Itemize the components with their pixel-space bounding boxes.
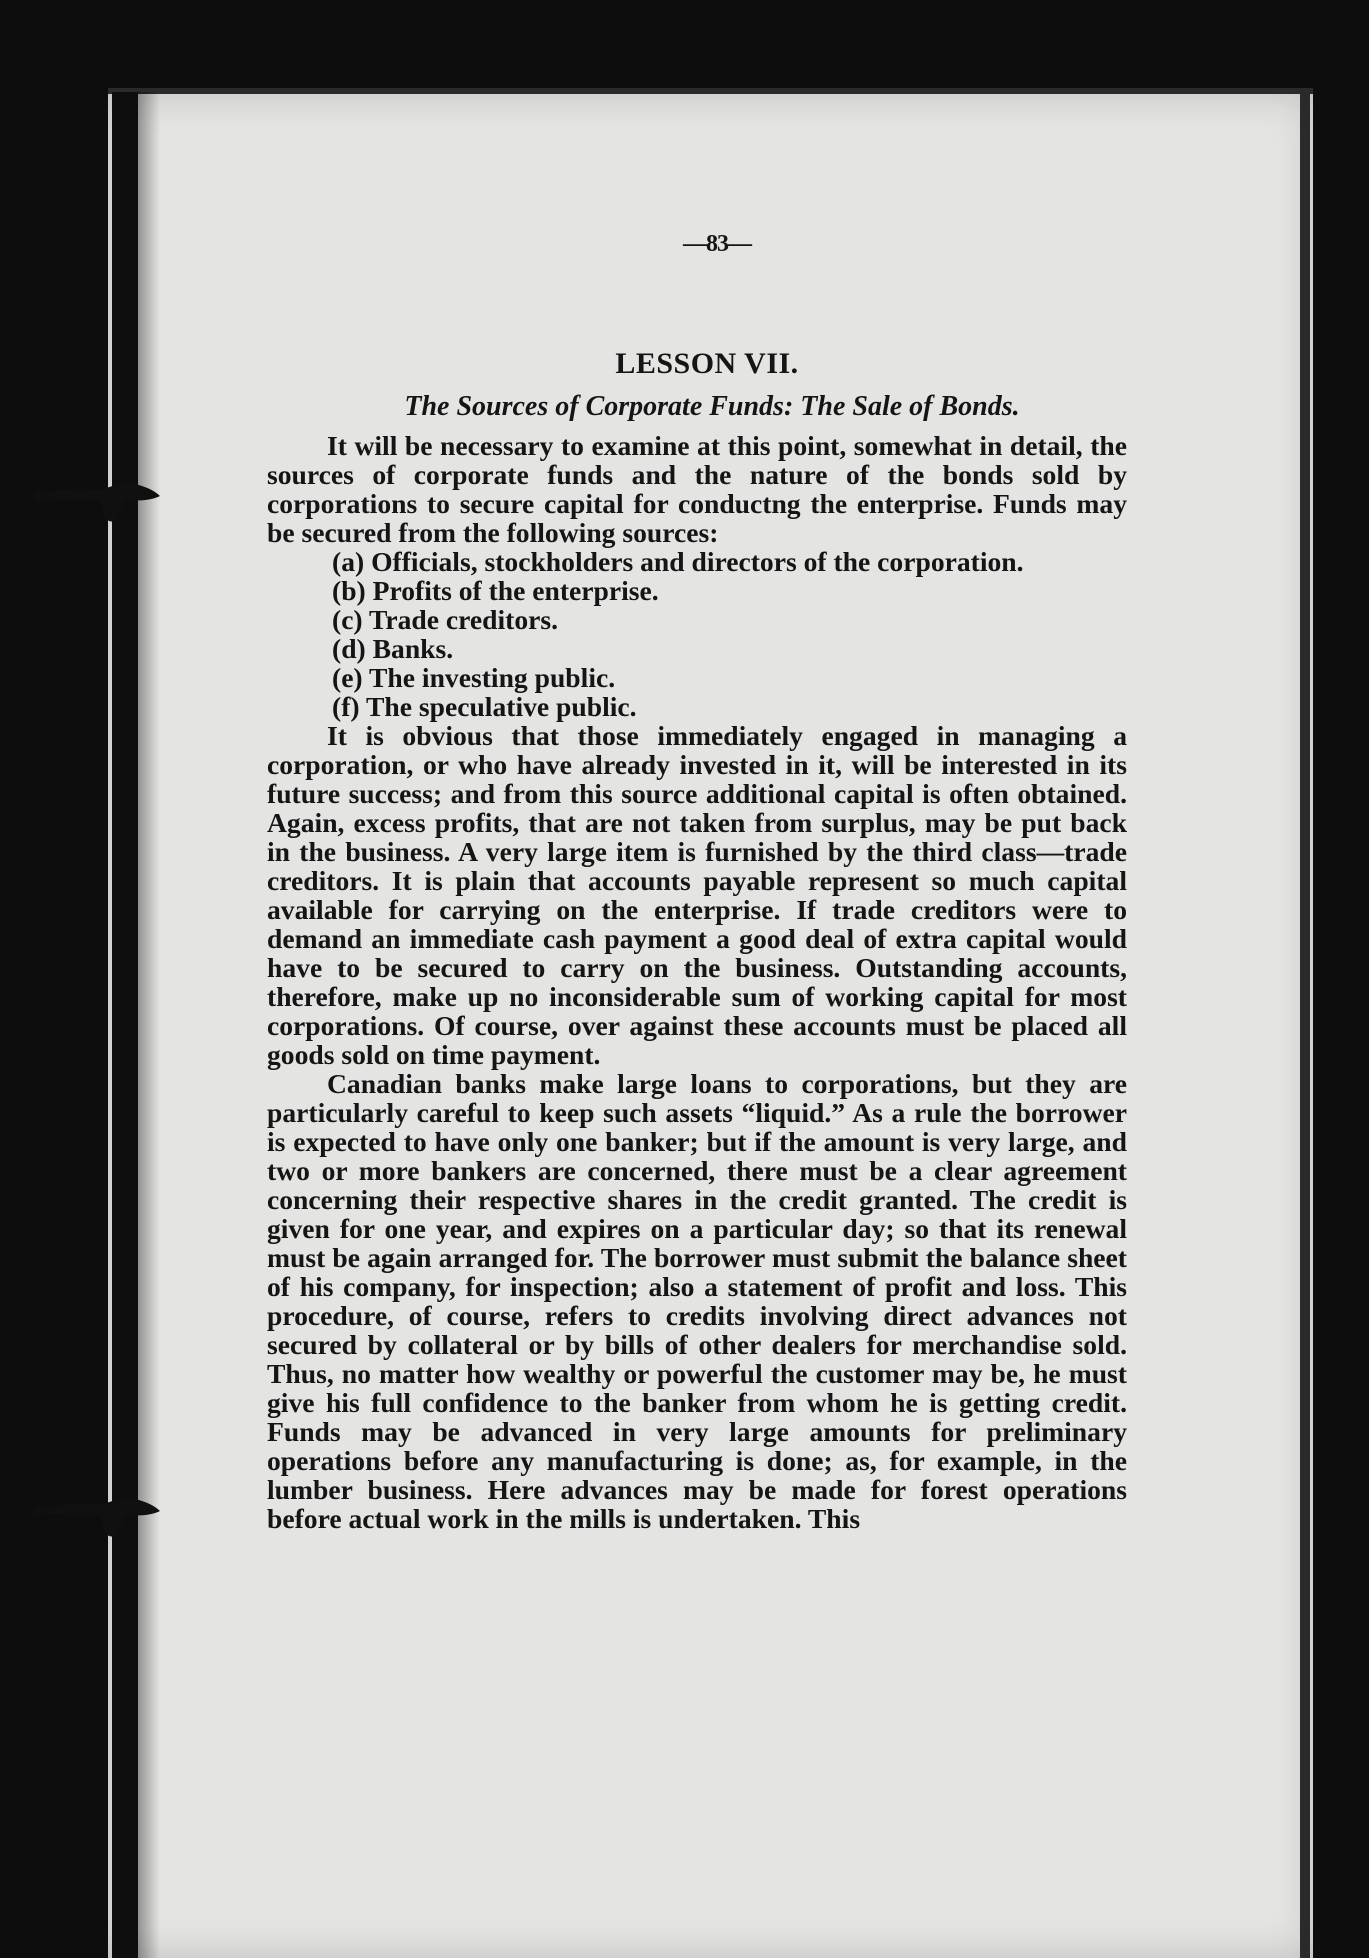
lesson-subtitle: The Sources of Corporate Funds: The Sale of Bonds. xyxy=(404,391,1020,422)
binding-clip-bottom-icon xyxy=(30,1475,170,1545)
page-number: —83— xyxy=(683,231,751,257)
page-top-edge xyxy=(108,88,1313,94)
paragraph-trade-creditors: It is obvious that those immediately engaged in managing a corporation, or who have already invested in it, will be interested in its future success; and from this source additional capital is often obtained. Again, excess profits, that are not taken from surplus, may be put back in the business. A very large item is furnished by the third class—trade creditors. It is plain that accounts payable represent so much capital available for carrying on the enterprise. If trade creditors were to demand an immediate cash payment a good deal of extra capital would have to be secured to carry on the business. Outstanding accounts, therefore, make up no inconsiderable sum of working capital for most corporations. Of course, over against these accounts must be placed all goods sold on time payment. xyxy=(267,720,1127,1070)
list-item-a: (a) Officials, stockholders and directors of the corporation. xyxy=(332,546,1024,577)
binding-clip-top-icon xyxy=(30,460,170,530)
list-item-d: (d) Banks. xyxy=(332,633,454,664)
paragraph-intro: It will be necessary to examine at this point, somewhat in detail, the sources of corporate funds and the nature of the bonds sold by corporations to secure capital for conductng the enterprise. Funds may be secured from the following sources: xyxy=(267,430,1127,548)
page-right-edge xyxy=(1300,92,1310,1958)
list-item-c: (c) Trade creditors. xyxy=(332,604,559,635)
page-text-block xyxy=(267,230,1127,1533)
lesson-heading: LESSON VII. xyxy=(615,347,799,380)
binding-spine xyxy=(112,92,138,1958)
paragraph-canadian-banks: Canadian banks make large loans to corporations, but they are particularly careful to keep such assets “liquid.” As a rule the borrower is expected to have only one banker; but if the amount is very large, and two or more bankers are concerned, there must be a clear agreement concerning their respective shares in the credit granted. The credit is given for one year, and expires on a particular day; so that its renewal must be again arranged for. The borrower must submit the balance sheet of his company, for inspection; also a statement of profit and loss. This procedure, of course, refers to credits involving direct advances not secured by collateral or by bills of other dealers for merchandise sold. Thus, no matter how wealthy or powerful the customer may be, he must give his full confidence to the banker from whom he is getting credit. Funds may be advanced in very large amounts for preliminary operations before any manufacturing is done; as, for example, in the lumber business. Here advances may be made for forest operations before actual work in the mills is undertaken. This xyxy=(267,1068,1127,1534)
list-item-b: (b) Profits of the enterprise. xyxy=(332,575,659,606)
list-item-e: (e) The investing public. xyxy=(332,662,616,693)
list-item-f: (f) The speculative public. xyxy=(332,691,637,722)
binding-shadow xyxy=(138,92,160,1958)
